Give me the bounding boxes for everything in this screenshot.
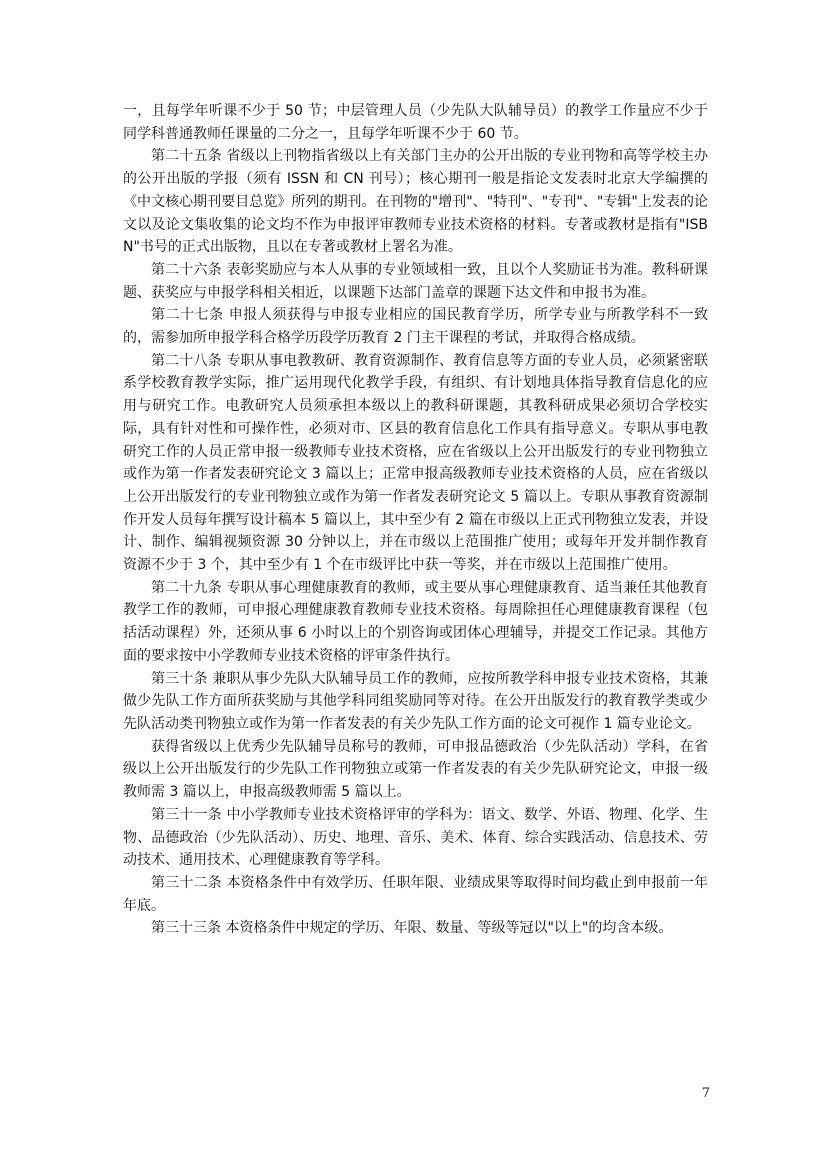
article-30-supplement: 获得省级以上优秀少先队辅导员称号的教师，可申报品德政治（少先队活动）学科，在省级以上公开出版发行的少先队工作刊物独立或第一作者发表的有关少先队研究论文，申报一级教师需 3 篇以上，申报高级教师需 5 篇以上。 (123, 738, 708, 801)
article-29: 第二十九条 专职从事心理健康教育的教师，或主要从事心理健康教育、适当兼任其他教育教学工作的教师，可申报心理健康教育教师专业技术资格。每周除担任心理健康教育课程（包括活动课程）外，还须从事 6 小时以上的个别咨询或团体心理辅导，并提交工作记录。其他方面的要求按中小学教师专业技术资格的评审条件执行。 (123, 579, 708, 664)
page-number: 7 (701, 1086, 710, 1101)
article-30: 第三十条 兼职从事少先队大队辅导员工作的教师，应按所教学科申报专业技术资格，其兼做少先队工作方面所获奖励与其他学科同组奖励同等对待。在公开出版发行的教育教学类或少先队活动类刊物独立或作为第一作者发表的有关少先队工作方面的论文可视作 1 篇专业论文。 (123, 670, 708, 732)
article-33: 第三十三条 本资格条件中规定的学历、年限、数量、等级等冠以"以上"的均含本级。 (151, 920, 673, 937)
article-27: 第二十七条 申报人须获得与申报专业相应的国民教育学历，所学专业与所教学科不一致的，需参加所申报学科合格学历段学历教育 2 门主干课程的考试，并取得合格成绩。 (123, 307, 708, 347)
article-28: 第二十八条 专职从事电教教研、教育资源制作、教育信息等方面的专业人员，必须紧密联系学校教育教学实际，推广运用现代化教学手段，有组织、有计划地具体指导教育信息化的应用与研究工作。电教研究人员须承担本级以上的教科研课题，其教科研成果必须切合学校实际，具有针对性和可操作性，必须对市、区县的教育信息化工作具有指导意义。专职从事电教研究工作的人员正常申报一级教师专业技术资格，应在省级以上公开出版发行的专业刊物独立或作为第一作者发表研究论文 3 篇以上；正常申报高级教师专业技术资格的人员，应在省级以上公开出版发行的专业刊物独立或作为第一作者发表研究论文 5 篇以上。专职从事教育资源制作开发人员每年撰写设计稿本 5 篇以上，其中至少有 2 篇在市级以上正式刊物独立发表，并设计、制作、编辑视频资源 30 分钟以上，并在市级以上范围推广使用；或每年开发并制作教育资源不少于 3 个，其中至少有 1 个在市级评比中获一等奖，并在市级以上范围推广使用。 (123, 352, 708, 574)
article-26: 第二十六条 表彰奖励应与本人从事的专业领域相一致，且以个人奖励证书为准。教科研课题、获奖应与申报学科相关相近，以课题下达部门盖章的课题下达文件和申报书为准。 (123, 261, 708, 301)
body-text (123, 100, 708, 940)
paragraph-continuation: 一，且每学年听课不少于 50 节；中层管理人员（少先队大队辅导员）的教学工作量应不少于同学科普通教师任课量的二分之一，且每学年听课不少于 60 节。 (123, 103, 708, 142)
article-31: 第三十一条 中小学教师专业技术资格评审的学科为：语文、数学、外语、物理、化学、生物、品德政治（少先队活动）、历史、地理、音乐、美术、体育、综合实践活动、信息技术、劳动技术、通用技术、心理健康教育等学科。 (123, 806, 708, 869)
article-32: 第三十二条 本资格条件中有效学历、任职年限、业绩成果等取得时间均截止到申报前一年年底。 (123, 874, 708, 914)
article-25: 第二十五条 省级以上刊物指省级以上有关部门主办的公开出版的专业刊物和高等学校主办的公开出版的学报（须有 ISSN 和 CN 刊号）；核心期刊一般是指论文发表时北京大学编撰的《中文核心期刊要目总览》所列的期刊。在刊物的"增刊"、"特刊"、"专刊"、"专辑"上发表的论文以及论文集收集的论文均不作为申报评审教师专业技术资格的材料。专著或教材是指有"ISBN"书号的正式出版物，且以在专著或教材上署名为准。 (123, 148, 708, 256)
